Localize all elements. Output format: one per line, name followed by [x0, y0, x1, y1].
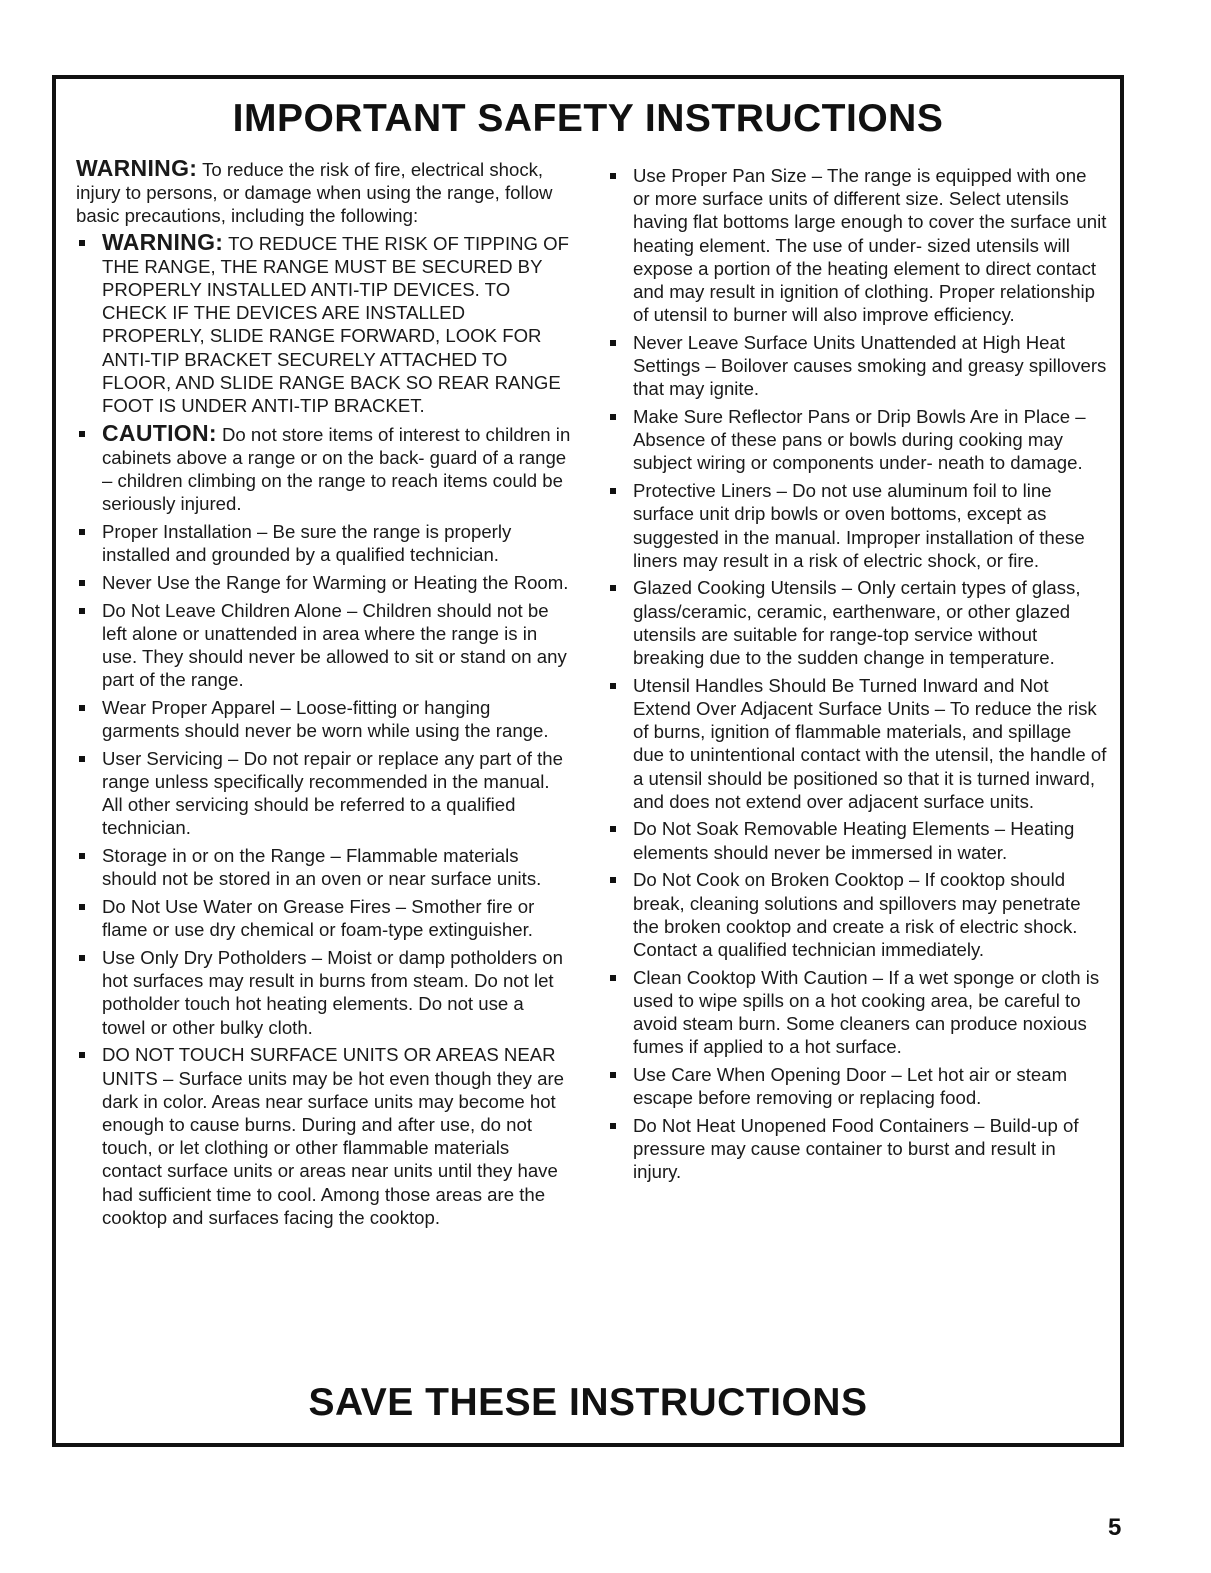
item-text: Utensil Handles Should Be Turned Inward and Not Extend Over Adjacent Surface Units – To reduce the risk of burns, ignition of flammable materials, and spillage due to unintentional contact with the utensil, the handle of a utensil should be positioned so that it is turned inward, and does not extend over adjacent surface units.	[633, 674, 1107, 812]
list-item	[607, 164, 1107, 326]
page-title: IMPORTANT SAFETY INSTRUCTIONS	[232, 97, 944, 140]
list-item	[607, 868, 1107, 961]
list-item	[76, 844, 571, 890]
square-bullet-icon	[610, 975, 616, 981]
list-item	[607, 479, 1107, 572]
item-text: Do not store items of interest to children in cabinets above a range or on the back- guard of a range – children climbing on the range to reach items could be seriously injured.	[102, 423, 571, 515]
intro-warning	[76, 157, 571, 228]
square-bullet-icon	[610, 488, 616, 494]
square-bullet-icon	[79, 529, 85, 535]
item-text: Do Not Soak Removable Heating Elements – Heating elements should never be immersed in water.	[633, 818, 1075, 863]
square-bullet-icon	[79, 240, 85, 246]
item-text: Do Not Cook on Broken Cooktop – If cooktop should break, cleaning solutions and spillovers may penetrate the broken cooktop and create a risk of electric shock. Contact a qualified technician immediately.	[633, 869, 1081, 960]
item-text: Do Not Use Water on Grease Fires – Smother fire or flame or use dry chemical or foam-type extinguisher.	[102, 896, 535, 941]
save-instructions-heading: SAVE THESE INSTRUCTIONS	[308, 1381, 868, 1424]
item-text: Wear Proper Apparel – Loose-fitting or hanging garments should never be worn while using the range.	[102, 696, 549, 742]
list-item	[76, 571, 571, 594]
list-item	[76, 946, 571, 1039]
square-bullet-icon	[610, 826, 616, 832]
item-text: Do Not Leave Children Alone – Children should not be left alone or unattended in area where the range is in use. They should never be allowed to sit or stand on any part of the range.	[102, 599, 567, 691]
right-column	[607, 164, 1107, 1188]
square-bullet-icon	[610, 877, 616, 883]
item-text: DO NOT TOUCH SURFACE UNITS OR AREAS NEAR UNITS – Surface units may be hot even though they are dark in color. Areas near surface units may become hot enough to cause burns. During and after use, do not touch, or let clothing or other flammable materials contact surface units or areas near units until they have had sufficient time to cool. Among those areas are the cooktop and surfaces facing the cooktop.	[102, 1044, 565, 1228]
list-item	[76, 696, 571, 742]
item-label: WARNING:	[102, 228, 224, 255]
square-bullet-icon	[610, 1072, 616, 1078]
square-bullet-icon	[610, 340, 616, 346]
square-bullet-icon	[79, 904, 85, 910]
right-instruction-list	[607, 164, 1107, 1184]
square-bullet-icon	[610, 1123, 616, 1129]
item-text: TO REDUCE THE RISK OF TIPPING OF THE RANGE, THE RANGE MUST BE SECURED BY PROPERLY INSTALLED ANTI-TIP DEVICES. TO CHECK IF THE DEVICES ARE INSTALLED PROPERLY, SLIDE RANGE FORWARD, LOOK FOR ANTI-TIP BRACKET SECURELY ATTACHED TO FLOOR, AND SLIDE RANGE BACK SO REAR RANGE FOOT IS UNDER ANTI-TIP BRACKET.	[102, 232, 569, 417]
item-text: Clean Cooktop With Caution – If a wet sponge or cloth is used to wipe spills on a hot cooking area, be careful to avoid steam burn. Some cleaners can produce noxious fumes if applied to a hot surface.	[633, 966, 1100, 1058]
item-text: Storage in or on the Range – Flammable materials should not be stored in an oven or near surface units.	[102, 845, 542, 890]
list-item	[607, 817, 1107, 863]
square-bullet-icon	[610, 585, 616, 591]
square-bullet-icon	[79, 955, 85, 961]
list-item	[76, 599, 571, 692]
list-item	[607, 405, 1107, 475]
item-text: Never Use the Range for Warming or Heating the Room.	[102, 571, 569, 593]
square-bullet-icon	[79, 431, 85, 437]
item-text: Use Care When Opening Door – Let hot air or steam escape before removing or replacing food.	[633, 1064, 1068, 1109]
list-item	[76, 895, 571, 941]
list-item	[76, 228, 571, 418]
left-column	[76, 157, 571, 1233]
square-bullet-icon	[79, 1052, 85, 1058]
safety-instructions-box	[52, 75, 1124, 1447]
square-bullet-icon	[610, 683, 616, 689]
list-item	[76, 419, 571, 516]
square-bullet-icon	[610, 173, 616, 179]
list-item	[76, 520, 571, 566]
intro-warning-text: To reduce the risk of fire, electrical shock, injury to persons, or damage when using the range, follow basic precautions, including the following:	[76, 159, 553, 227]
list-item	[607, 1063, 1107, 1109]
intro-warning-label: WARNING:	[76, 155, 198, 181]
square-bullet-icon	[79, 580, 85, 586]
list-item	[607, 1114, 1107, 1184]
item-text: Use Proper Pan Size – The range is equipped with one or more surface units of different size. Select utensils having flat bottoms large enough to cover the surface unit heating element. The use of under- sized utensils will expose a portion of the heating element to direct contact and may result in ignition of clothing. Proper relationship of utensil to burner will also improve efficiency.	[633, 165, 1107, 326]
square-bullet-icon	[610, 414, 616, 420]
square-bullet-icon	[79, 853, 85, 859]
left-instruction-list	[76, 228, 571, 1229]
item-text: Proper Installation – Be sure the range is properly installed and grounded by a qualified technician.	[102, 521, 512, 566]
item-text: Protective Liners – Do not use aluminum foil to line surface unit drip bowls or oven bottoms, except as suggested in the manual. Improper installation of these liners may result in a risk of electric shock, or fire.	[633, 480, 1085, 571]
item-text: Do Not Heat Unopened Food Containers – Build-up of pressure may cause container to burst and result in injury.	[633, 1114, 1079, 1183]
square-bullet-icon	[79, 608, 85, 614]
list-item	[607, 576, 1107, 669]
list-item	[607, 331, 1107, 401]
list-item	[76, 1043, 571, 1229]
item-label: CAUTION:	[102, 419, 217, 446]
list-item	[607, 966, 1107, 1059]
page-number: 5	[1108, 1514, 1122, 1541]
item-text: Glazed Cooking Utensils – Only certain types of glass, glass/ceramic, ceramic, earthenware, or other glazed utensils are suitable for range-top service without breaking due to the sudden change in temperature.	[633, 577, 1081, 669]
list-item	[76, 747, 571, 840]
item-text: Use Only Dry Potholders – Moist or damp potholders on hot surfaces may result in burns from steam. Do not let potholder touch hot heating elements. Do not use a towel or other bulky cloth.	[102, 947, 563, 1038]
item-text: Make Sure Reflector Pans or Drip Bowls Are in Place – Absence of these pans or bowls during cooking may subject wiring or components under- neath to damage.	[633, 406, 1086, 474]
square-bullet-icon	[79, 705, 85, 711]
item-text: Never Leave Surface Units Unattended at High Heat Settings – Boilover causes smoking and greasy spillovers that may ignite.	[633, 331, 1107, 400]
item-text: User Servicing – Do not repair or replace any part of the range unless specifically recommended in the manual. All other servicing should be referred to a qualified technician.	[102, 747, 563, 839]
square-bullet-icon	[79, 756, 85, 762]
list-item	[607, 674, 1107, 813]
